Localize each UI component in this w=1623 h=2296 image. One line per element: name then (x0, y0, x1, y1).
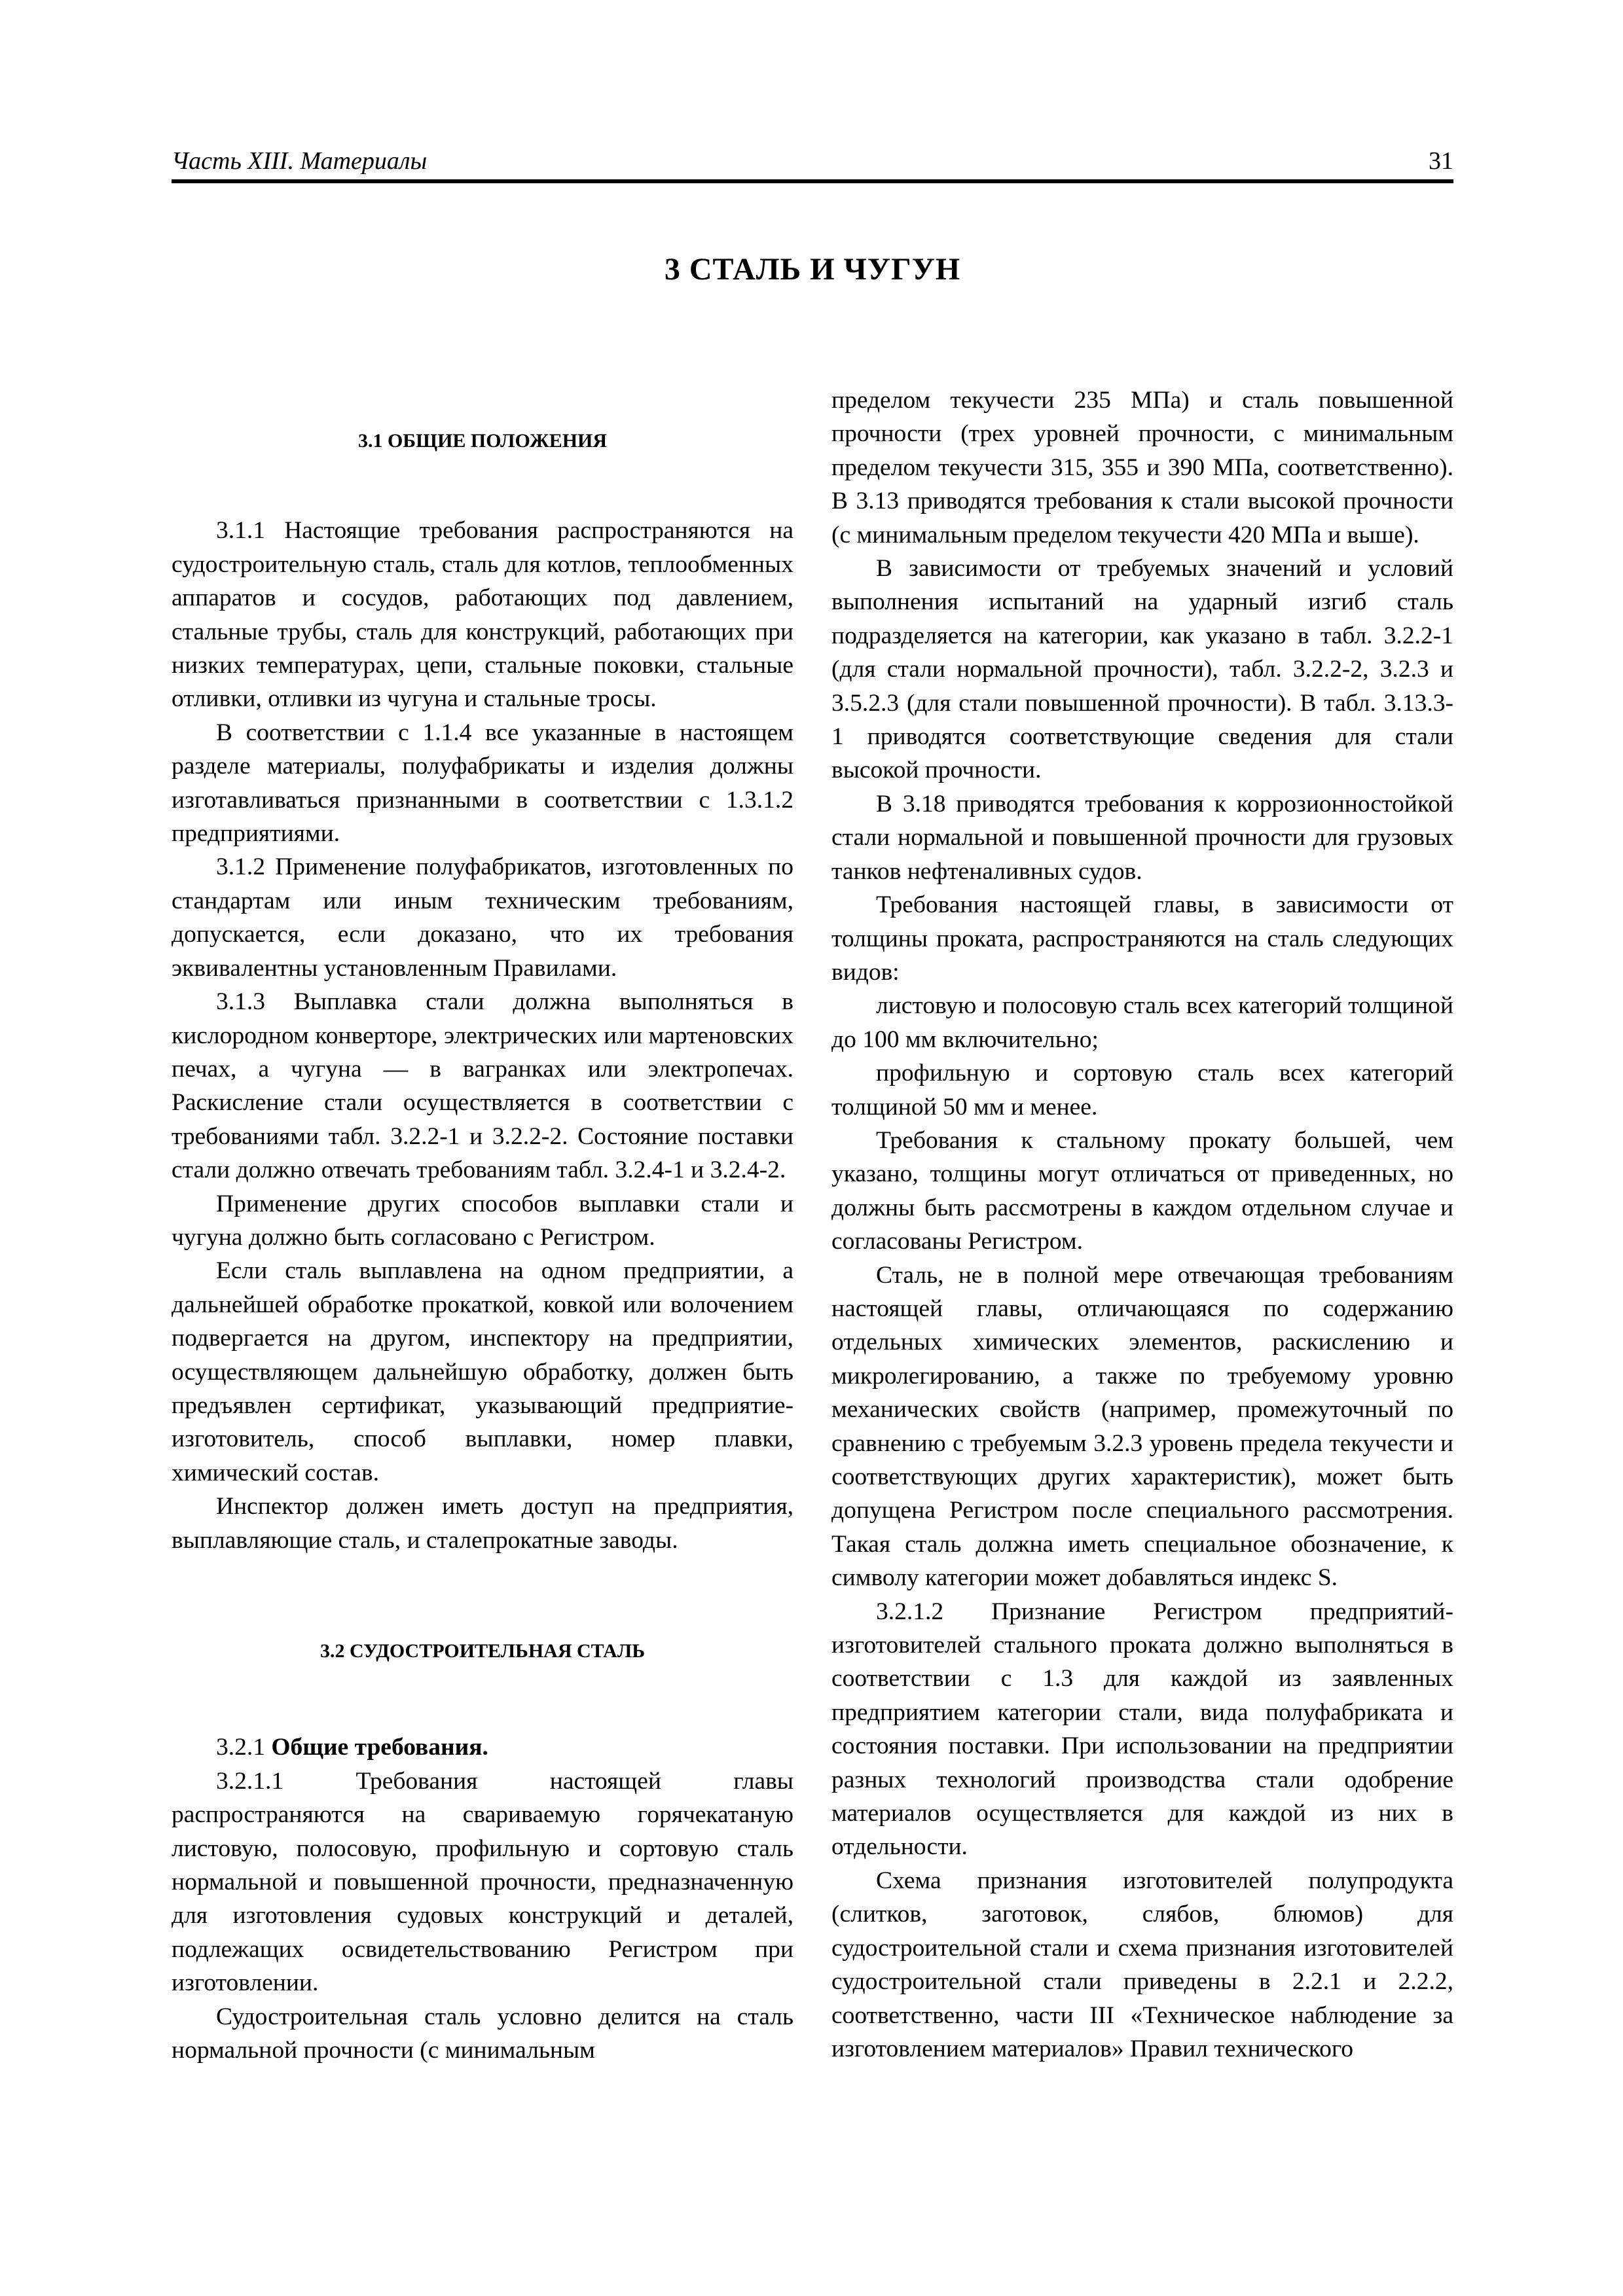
subsection-3-2-1-heading (172, 1731, 793, 1764)
left-column (172, 384, 793, 2067)
paragraph: В 3.18 приводятся требования к коррозионностойкой стали нормальной и повышенной прочности для грузовых танков нефтеналивных судов. (831, 790, 1453, 885)
paragraph: Применение других способов выплавки стали и чугуна должно быть согласовано с Регистром. (172, 1190, 793, 1251)
page-number: 31 (1429, 147, 1453, 175)
right-column (831, 384, 1453, 2066)
paragraph: Судостроительная сталь условно делится на сталь нормальной прочности (с минимальным (172, 2003, 793, 2064)
paragraph-3-2-1-2: 3.2.1.2 Признание Регистром предприятий-изготовителей стального проката должно выполняться в соответствии с 1.3 для каждой из заявленных предприятием категории стали, вида полуфабриката и состояния поставки. При использовании на предприятии разных технологий производства стали одобрение материалов осуществляется для каждой из них в отдельности. (831, 1598, 1453, 1861)
section-heading-3-1: 3.1 ОБЩИЕ ПОЛОЖЕНИЯ (357, 430, 608, 452)
paragraph: Схема признания изготовителей полупродукта (слитков, заготовок, слябов, блюмов) для судостроительной стали и схема признания изготовителей судостроительной стали приведены в 2.2.1 и 2.2.2, соответственно, части III «Техническое наблюдение за изготовлением материалов» Правил технического (831, 1867, 1453, 2062)
subsection-number: 3.2.1 (216, 1734, 265, 1761)
subsection-title: Общие требования. (271, 1734, 488, 1761)
list-item: профильную и сортовую сталь всех категорий толщиной 50 мм и менее. (831, 1060, 1453, 1121)
running-header-title: Часть XIII. Материалы (172, 147, 428, 175)
list-item: листовую и полосовую сталь всех категорий толщиной до 100 мм включительно; (831, 992, 1453, 1053)
paragraph: В зависимости от требуемых значений и условий выполнения испытаний на ударный изгиб сталь подразделяется на категории, как указано в табл. 3.2.2-1 (для стали нормальной прочности), табл. 3.2.2-2, 3.2.3 и 3.5.2.3 (для стали повышенной прочности). В табл. 3.13.3-1 приводятся соответствующие сведения для стали высокой прочности. (831, 555, 1453, 784)
paragraph: В соответствии с 1.1.4 все указанные в настоящем разделе материалы, полуфабрикаты и изделия должны изготавливаться признанными в соответствии с 1.3.1.2 предприятиями. (172, 719, 793, 848)
paragraph: Сталь, не в полной мере отвечающая требованиям настоящей главы, отличающаяся по содержанию отдельных химических элементов, раскислению и микролегированию, а также по требуемому уровню механических свойств (например, промежуточный по сравнению с требуемым 3.2.3 уровень предела текучести и соответствующих других характеристик), может быть допущена Регистром после специального рассмотрения. Такая сталь должна иметь специальное обозначение, к символу категории может добавляться индекс S. (831, 1261, 1453, 1592)
paragraph: Если сталь выплавлена на одном предприятии, а дальнейшей обработке прокаткой, ковкой или волочением подвергается на другом, инспектору на предприятии, осуществляющем дальнейшую обработку, должен быть предъявлен сертификат, указывающий предприятие-изготовитель, способ выплавки, номер плавки, химический состав. (172, 1257, 793, 1486)
paragraph: Требования к стальному прокату большей, чем указано, толщины могут отличаться от приведенных, но должны быть рассмотрены в каждом отдельном случае и согласованы Регистром. (831, 1126, 1453, 1255)
paragraph-3-1-3: 3.1.3 Выплавка стали должна выполняться в кислородном конверторе, электрических или мартеновских печах, а чугуна — в вагранках или электропечах. Раскисление стали осуществляется в соответствии с требованиями табл. 3.2.2-1 и 3.2.2-2. Состояние поставки стали должно отвечать требованиям табл. 3.2.4-1 и 3.2.4-2. (172, 988, 793, 1184)
paragraph: Требования настоящей главы, в зависимости от толщины проката, распространяются на сталь следующих видов: (831, 891, 1453, 986)
chapter-title: 3 СТАЛЬ И ЧУГУН (664, 252, 961, 287)
paragraph-3-2-1-1: 3.2.1.1 Требования настоящей главы распространяются на свариваемую горячекатаную листовую, полосовую, профильную и сортовую сталь нормальной и повышенной прочности, предназначенную для изготовления судовых конструкций и деталей, подлежащих освидетельствованию Регистром при изготовлении. (172, 1767, 793, 1997)
paragraph-3-1-2: 3.1.2 Применение полуфабрикатов, изготовленных по стандартам или иным техническим требованиям, допускается, если доказано, что их требования эквивалентны установленным Правилами. (172, 853, 793, 982)
paragraph-3-1-1: 3.1.1 Настоящие требования распространяются на судостроительную сталь, сталь для котлов, теплообменных аппаратов и сосудов, работающих под давлением, стальные трубы, сталь для конструкций, работающих при низких температурах, цепи, стальные поковки, стальные отливки, отливки из чугуна и стальные тросы. (172, 517, 793, 713)
section-heading-3-2: 3.2 СУДОСТРОИТЕЛЬНАЯ СТАЛЬ (319, 1640, 646, 1662)
paragraph: Инспектор должен иметь доступ на предприятия, выплавляющие сталь, и сталепрокатные заводы. (172, 1493, 793, 1554)
running-header (172, 145, 1453, 183)
paragraph-continued: пределом текучести 235 МПа) и сталь повышенной прочности (трех уровней прочности, с минимальным пределом текучести 315, 355 и 390 МПа, соответственно). В 3.13 приводятся требования к стали высокой прочности (с минимальным пределом текучести 420 МПа и выше). (831, 387, 1453, 548)
